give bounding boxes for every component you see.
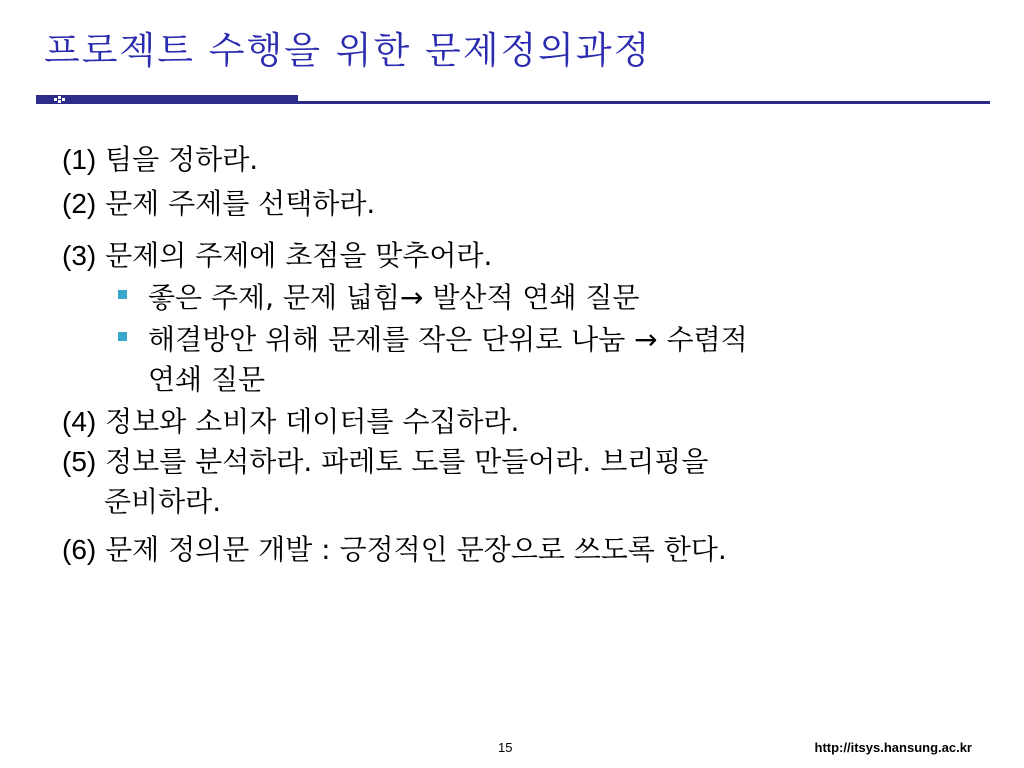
sub-item-1 <box>62 278 942 318</box>
sub-item-text: 좋은 주제, 문제 넓힘→ 발산적 연쇄 질문 <box>148 281 640 314</box>
sub-item-text-line2: 연쇄 질문 <box>148 363 266 396</box>
list-item-1 <box>62 140 942 180</box>
item-number: (4) <box>62 406 97 437</box>
sub-item-text-line1: 해결방안 위해 문제를 작은 단위로 나눔 → 수렴적 <box>148 323 748 356</box>
list-item-4 <box>62 402 942 442</box>
item-number: (3) <box>62 240 97 271</box>
list-item-6 <box>62 530 942 570</box>
item-text: 문제 정의문 개발 : 긍정적인 문장으로 쓰도록 한다. <box>96 533 727 566</box>
item-number: (5) <box>62 446 97 477</box>
item-text: 문제의 주제에 초점을 맞추어라. <box>96 239 493 272</box>
title-rule-mark-icon <box>52 96 68 103</box>
item-text-line1: 정보를 분석하라. 파레토 도를 만들어라. 브리핑을 <box>96 445 709 478</box>
slide-content <box>62 140 942 570</box>
slide-title: 프로젝트 수행을 위한 문제정의과정 <box>44 29 652 72</box>
item-number: (6) <box>62 534 97 565</box>
title-rule-thick <box>36 95 298 104</box>
item-text: 팀을 정하라. <box>96 143 259 176</box>
item-number: (1) <box>62 144 97 175</box>
item-text: 정보와 소비자 데이터를 수집하라. <box>96 405 520 438</box>
square-bullet-icon <box>118 290 127 299</box>
list-item-3 <box>62 236 942 276</box>
sub-item-2 <box>62 320 942 400</box>
page-number: 15 <box>498 740 513 755</box>
item-text-line2: 준비하라. <box>104 485 222 518</box>
footer-url: http://itsys.hansung.ac.kr <box>814 740 972 755</box>
item-number: (2) <box>62 188 97 219</box>
item-text: 문제 주제를 선택하라. <box>96 187 376 220</box>
square-bullet-icon <box>118 332 127 341</box>
list-item-5 <box>62 442 942 522</box>
list-item-2 <box>62 184 942 224</box>
